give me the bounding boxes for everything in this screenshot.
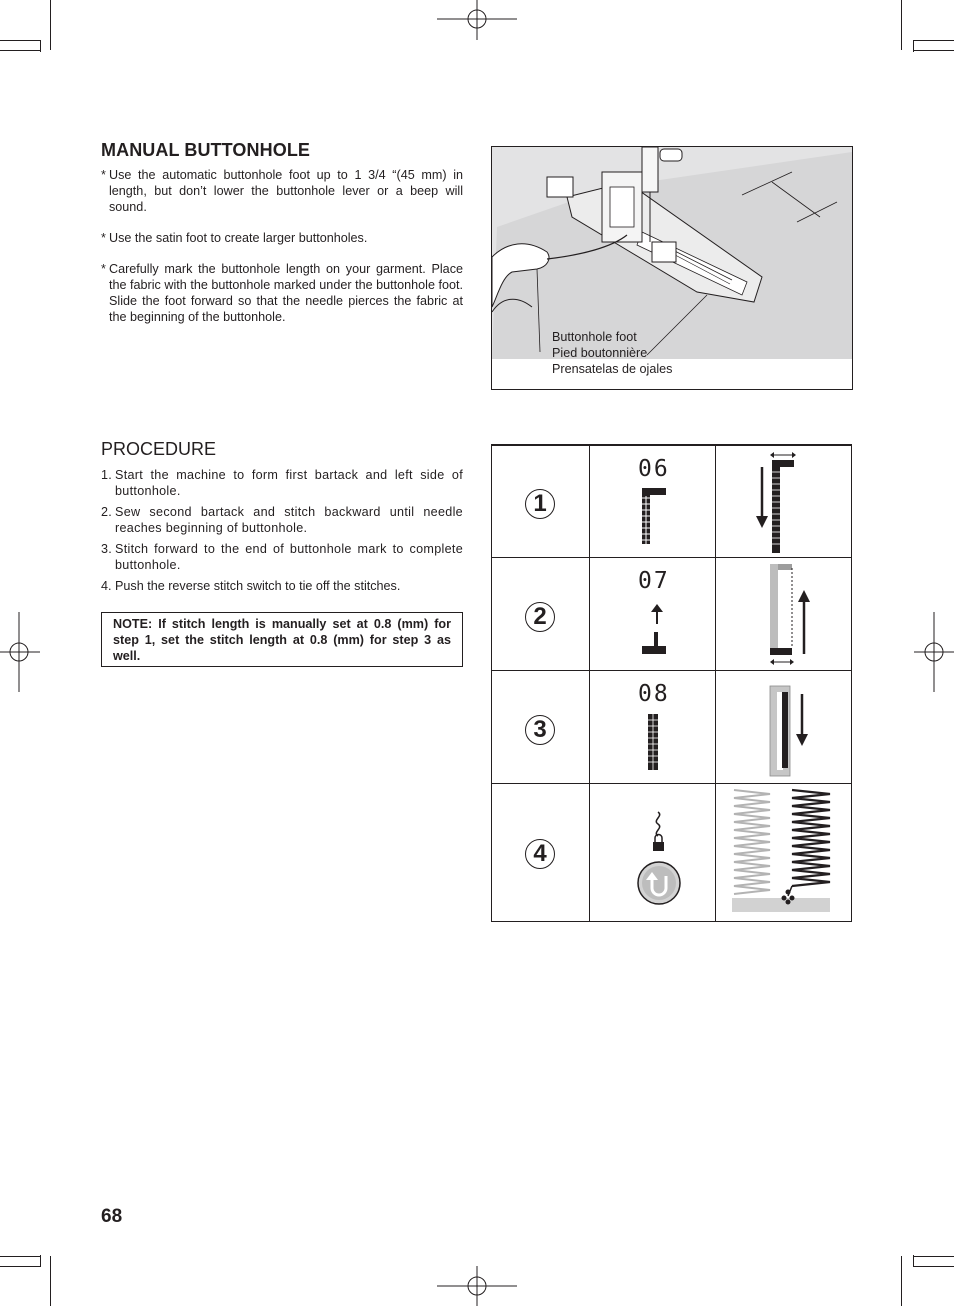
note-text: Carefully mark the buttonhole length on your garment. Place the fabric with the buttonhole marked under the buttonhole foot. Slide the foot forward so that the needle pierces the fabric at the beginning of the buttonhole. — [109, 262, 463, 324]
figure-caption-fr: Pied boutonnière — [552, 346, 648, 360]
step-number: 4. — [101, 579, 112, 594]
step-text: Stitch forward to the end of buttonhole mark to complete buttonhole. — [115, 542, 463, 572]
table-divider — [715, 446, 716, 921]
procedure-step — [101, 542, 463, 574]
crop-mark — [50, 0, 51, 50]
step-number-badge: 2 — [525, 602, 555, 632]
crop-mark — [913, 1266, 954, 1267]
procedure-table — [491, 444, 852, 922]
crop-mark — [40, 1255, 41, 1267]
note-item — [101, 231, 463, 247]
lcd-reverse-arrow-icon — [642, 604, 672, 658]
lcd-display: 06 — [638, 456, 670, 482]
crop-mark — [50, 1256, 51, 1306]
lcd-display: 07 — [638, 568, 670, 594]
stitch-diagram-step3 — [764, 684, 814, 778]
note-marker: * — [101, 168, 106, 182]
step-text: Start the machine to form first bartack and left side of buttonhole. — [115, 468, 463, 498]
step-number-badge: 4 — [525, 839, 555, 869]
step-number-badge: 3 — [525, 715, 555, 745]
lock-stitch-icon — [650, 810, 668, 852]
crop-mark — [913, 40, 954, 41]
lcd-display: 08 — [638, 681, 670, 707]
buttonhole-foot-figure — [491, 146, 853, 390]
crop-mark — [0, 40, 40, 41]
lcd-forward-stitch-icon — [648, 714, 660, 770]
table-divider — [492, 557, 851, 558]
registration-mark — [437, 1266, 517, 1306]
procedure-steps — [101, 468, 463, 601]
crop-mark — [0, 1266, 40, 1267]
crop-mark — [0, 50, 40, 51]
table-divider — [492, 783, 851, 784]
step-number: 1. — [101, 468, 113, 482]
note-item — [101, 168, 463, 215]
notes-list — [101, 168, 463, 341]
reverse-button-icon[interactable] — [636, 860, 684, 908]
note-marker: * — [101, 230, 106, 245]
table-divider — [492, 670, 851, 671]
step-text: Sew second bartack and stitch backward until needle reaches beginning of buttonhole. — [115, 505, 463, 535]
step-number: 3. — [101, 542, 113, 557]
table-divider — [589, 446, 590, 921]
crop-mark — [901, 0, 902, 50]
step-number-badge: 1 — [525, 489, 555, 519]
note-item — [101, 262, 463, 325]
stitch-diagram-step2 — [762, 562, 822, 668]
figure-caption-en: Buttonhole foot — [552, 330, 637, 344]
registration-mark — [914, 612, 954, 692]
crop-mark — [901, 1256, 902, 1306]
crop-mark — [40, 40, 41, 52]
note-marker: * — [101, 262, 106, 277]
crop-mark — [913, 1256, 954, 1257]
crop-mark — [913, 50, 954, 51]
step-number: 2. — [101, 505, 113, 520]
step-text: Push the reverse stitch switch to tie off the stitches. — [115, 579, 401, 594]
note-text: Use the satin foot to create larger buttonholes. — [109, 230, 368, 245]
figure-caption-es: Prensatelas de ojales — [552, 362, 673, 376]
page-number: 68 — [101, 1206, 123, 1227]
stitch-diagram-step1 — [752, 452, 802, 556]
procedure-title: PROCEDURE — [101, 439, 217, 459]
procedure-step — [101, 468, 463, 500]
procedure-step — [101, 505, 463, 537]
crop-mark — [0, 1256, 40, 1257]
registration-mark — [0, 612, 40, 692]
note-box: NOTE: If stitch length is manually set at 0.8 (mm) for step 1, set the stitch length at 0.8 (mm) for step 3 as well. — [101, 612, 463, 667]
stitch-diagram-step4 — [732, 788, 832, 916]
registration-mark — [437, 0, 517, 40]
sewing-machine-illustration — [492, 147, 852, 389]
note-text: Use the automatic buttonhole foot up to 1 3/4 “(45 mm) in length, but don’t lower the buttonhole lever or a beep will sound. — [109, 168, 463, 214]
procedure-step — [101, 579, 463, 595]
lcd-bartack-left-icon — [642, 488, 672, 544]
section-title: MANUAL BUTTONHOLE — [101, 140, 311, 160]
